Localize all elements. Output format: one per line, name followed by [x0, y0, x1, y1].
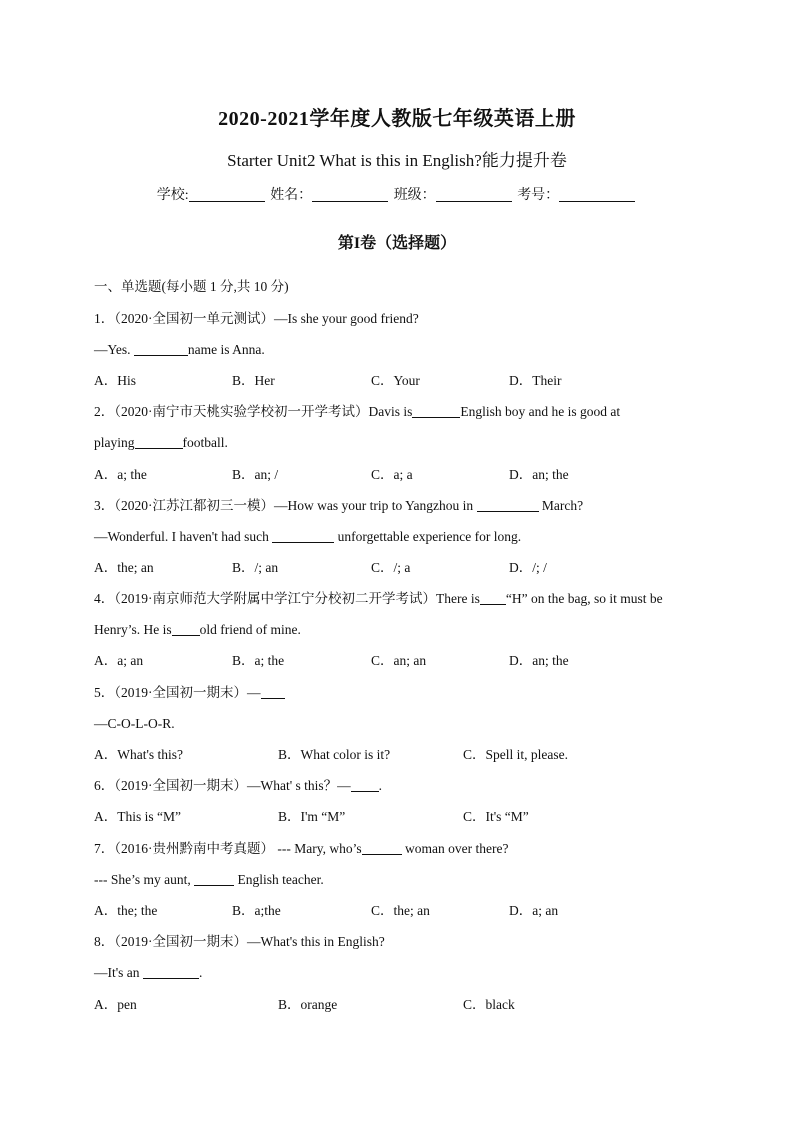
answer-blank[interactable]	[143, 965, 199, 979]
exam-number-blank[interactable]	[559, 187, 635, 202]
question-5-stem2: —C-O-L-O-R.	[94, 716, 175, 731]
question-5-option-a[interactable]: A．What's this?	[94, 747, 184, 762]
page-subtitle: Starter Unit2 What is this in English?能力提升卷	[227, 151, 567, 170]
class-label: 班级：	[393, 188, 436, 203]
question-6-option-b[interactable]: B．I'm “M”	[278, 809, 346, 824]
answer-blank[interactable]	[172, 622, 200, 636]
answer-blank[interactable]	[261, 685, 285, 699]
answer-blank[interactable]	[412, 404, 460, 418]
question-1-stem2: —Yes. name is Anna.	[94, 342, 265, 357]
question-4-option-b[interactable]: B．a; the	[232, 653, 285, 668]
question-7-stem2: --- She’s my aunt, English teacher.	[94, 872, 324, 887]
question-4-option-d[interactable]: D．an; the	[509, 653, 569, 668]
question-1-option-a[interactable]: A．His	[94, 373, 137, 388]
question-3-option-d[interactable]: D．/; /	[509, 560, 547, 575]
class-blank[interactable]	[436, 187, 512, 202]
question-8-option-a[interactable]: A．pen	[94, 997, 137, 1012]
answer-blank[interactable]	[134, 342, 188, 356]
volume-heading: 第I卷（选择题）	[337, 235, 457, 252]
answer-blank[interactable]	[272, 529, 334, 543]
question-4-option-a[interactable]: A．a; an	[94, 653, 144, 668]
question-4-option-c[interactable]: C．an; an	[371, 653, 427, 668]
question-2-stem: 2．（2020·南宁市天桃实验学校初一开学考试）Davis is English boy and he is good at	[94, 404, 621, 419]
question-4-stem: 4．（2019·南京师范大学附属中学江宁分校初二开学考试）There is “H” on the bag, so it must be	[94, 591, 663, 606]
page-title: 2020-2021学年度人教版七年级英语上册	[218, 108, 576, 130]
question-3-option-b[interactable]: B．/; an	[232, 560, 279, 575]
question-7-option-b[interactable]: B．a;the	[232, 903, 281, 918]
name-label: 姓名：	[270, 188, 313, 203]
question-7-option-a[interactable]: A．the; the	[94, 903, 158, 918]
question-7-option-c[interactable]: C．the; an	[371, 903, 430, 918]
answer-blank[interactable]	[480, 591, 506, 605]
answer-blank[interactable]	[362, 841, 402, 855]
name-blank[interactable]	[312, 187, 388, 202]
question-5-stem: 5．（2019·全国初一期末）—	[94, 684, 285, 702]
answer-blank[interactable]	[477, 498, 539, 512]
section-heading: 一、单选题(每小题 1 分,共 10 分)	[94, 279, 289, 294]
answer-blank[interactable]	[194, 872, 234, 886]
question-2-stem2: playing football.	[94, 435, 228, 450]
school-label: 学校:	[156, 188, 189, 203]
question-8-option-b[interactable]: B．orange	[278, 997, 338, 1012]
question-5-option-b[interactable]: B．What color is it?	[278, 747, 391, 762]
answer-blank[interactable]	[135, 435, 183, 449]
question-7-stem: 7．（2016·贵州黔南中考真题） --- Mary, who’s woman over there?	[94, 841, 509, 856]
question-2-option-a[interactable]: A．a; the	[94, 467, 147, 482]
question-2-option-b[interactable]: B．an; /	[232, 467, 279, 482]
exam-number-label: 考号：	[517, 188, 560, 203]
question-1-option-c[interactable]: C．Your	[371, 373, 420, 388]
question-3-option-a[interactable]: A．the; an	[94, 560, 154, 575]
question-8-option-c[interactable]: C．black	[463, 997, 515, 1012]
question-1-option-d[interactable]: D．Their	[509, 373, 562, 388]
question-6-option-a[interactable]: A．This is “M”	[94, 809, 181, 824]
question-6-stem: 6．（2019·全国初一期末）—What' s this？— .	[94, 778, 383, 793]
student-info-row	[0, 184, 794, 204]
question-4-stem2: Henry’s. He is old friend of mine.	[94, 622, 301, 637]
question-7-option-d[interactable]: D．a; an	[509, 903, 559, 918]
question-3-stem2: —Wonderful. I haven't had such unforgettable experience for long.	[94, 529, 522, 544]
question-3-option-c[interactable]: C．/; a	[371, 560, 411, 575]
question-1-option-b[interactable]: B．Her	[232, 373, 275, 388]
question-3-stem: 3．（2020·江苏江都初三一模）—How was your trip to Yangzhou in March?	[94, 498, 584, 513]
question-8-stem2: —It's an .	[94, 965, 203, 980]
question-8-stem: 8．（2019·全国初一期末）—What's this in English?	[94, 934, 385, 949]
question-2-option-c[interactable]: C．a; a	[371, 467, 413, 482]
answer-blank[interactable]	[351, 778, 379, 792]
school-blank[interactable]	[189, 187, 265, 202]
question-6-option-c[interactable]: C．It's “M”	[463, 809, 529, 824]
question-1-stem: 1．（2020·全国初一单元测试）—Is she your good friend?	[94, 311, 419, 326]
question-5-option-c[interactable]: C．Spell it, please.	[463, 747, 568, 762]
question-2-option-d[interactable]: D．an; the	[509, 467, 569, 482]
